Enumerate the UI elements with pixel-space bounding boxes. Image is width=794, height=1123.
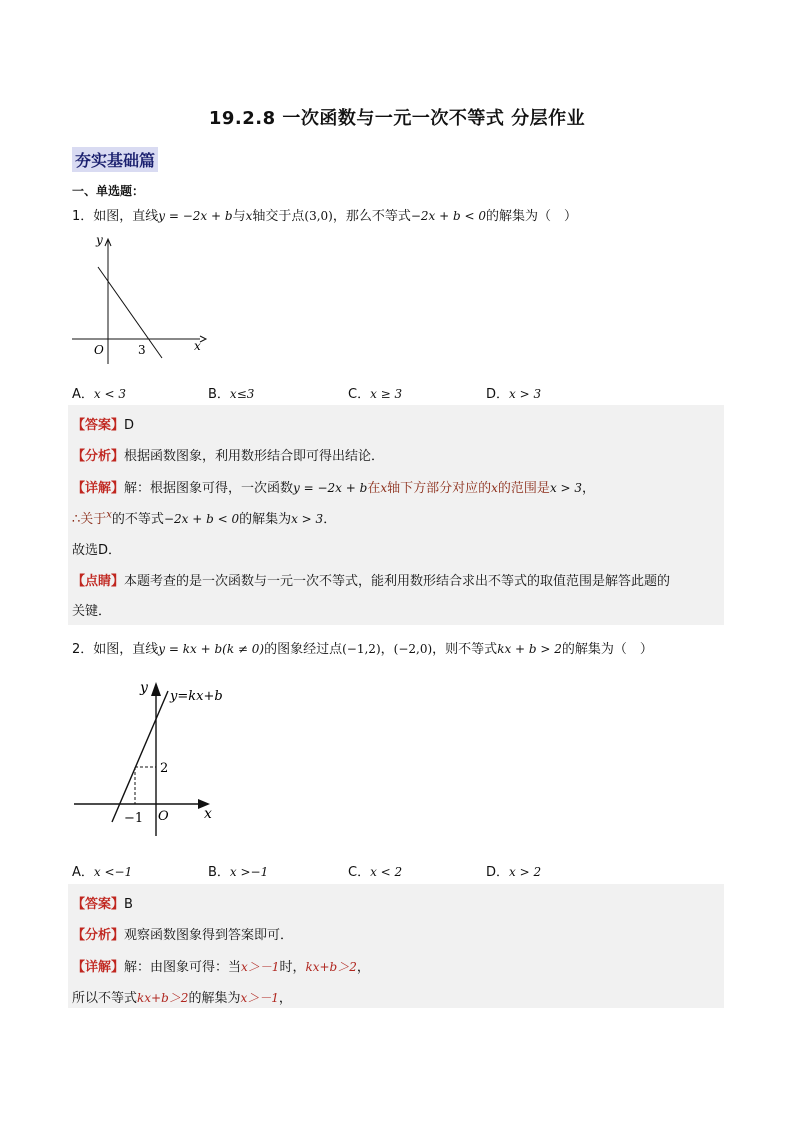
q1-option-c[interactable] bbox=[348, 383, 402, 402]
option-value: x < 2 bbox=[370, 865, 403, 879]
q2-equation: y = kx + b bbox=[158, 642, 223, 656]
detail-solution: x > 3 bbox=[291, 512, 324, 526]
detail-inequality: kx+b＞2 bbox=[305, 960, 357, 974]
option-letter: C． bbox=[348, 387, 371, 402]
q1-detail-line2 bbox=[72, 508, 336, 527]
q2-prefix: 2．如图，直线 bbox=[72, 642, 159, 657]
detail-text: 的解集为 bbox=[188, 991, 241, 1006]
detail-equation: y = −2x + b bbox=[293, 481, 368, 495]
q1-analysis bbox=[72, 445, 384, 464]
y-label: y bbox=[140, 680, 148, 696]
q2-inequality: kx + b > 2 bbox=[497, 642, 562, 656]
detail-text: ， bbox=[582, 481, 596, 496]
option-value: x <−1 bbox=[93, 865, 133, 879]
q1-x-var: x bbox=[245, 209, 253, 223]
detail-text: ． bbox=[323, 512, 337, 527]
option-value: x > 3 bbox=[509, 387, 542, 401]
y-label: y bbox=[96, 233, 103, 247]
detail-text: 解：根据图象可得，一次函数 bbox=[124, 481, 294, 496]
q1-graph bbox=[70, 230, 210, 370]
analysis-tag: 【分析】 bbox=[72, 449, 125, 464]
q1-prefix: 1．如图，直线 bbox=[72, 209, 159, 224]
analysis-text: 根据函数图象，利用数形结合即可得出结论． bbox=[124, 449, 385, 464]
q1-detail-line3: 故选D． bbox=[72, 543, 122, 558]
q2-option-d[interactable] bbox=[486, 861, 541, 880]
detail-var: x bbox=[106, 509, 112, 521]
line-label: y=kx+b bbox=[170, 689, 223, 704]
detail-inequality: kx+b＞2 bbox=[137, 991, 189, 1005]
answer-tag: 【答案】 bbox=[72, 418, 125, 433]
detail-text: ∴关于 bbox=[72, 512, 107, 527]
section-heading: 一、单选题： bbox=[72, 184, 145, 198]
tick-x-label: −1 bbox=[124, 811, 144, 826]
tick-label: 3 bbox=[138, 343, 146, 357]
q2-stem bbox=[72, 638, 653, 657]
q2-point-2: (−2,0) bbox=[393, 642, 433, 656]
q2-text: 的图象经过点 bbox=[264, 642, 343, 657]
detail-text: 的范围是 bbox=[497, 481, 550, 496]
q1-option-d[interactable] bbox=[486, 383, 541, 402]
q1-inequality: −2x + b < 0 bbox=[410, 209, 486, 223]
comment-text: 本题考查的是一次函数与一元一次不等式，能利用数形结合求出不等式的取值范围是解答此题的 bbox=[124, 574, 671, 589]
option-letter: B． bbox=[208, 387, 230, 402]
q2-detail-line2 bbox=[72, 987, 292, 1006]
q1-option-a[interactable] bbox=[72, 383, 126, 402]
option-letter: C． bbox=[348, 865, 371, 880]
y-axis-arrow bbox=[151, 682, 161, 696]
q2-analysis bbox=[72, 924, 293, 943]
option-letter: A． bbox=[72, 387, 94, 402]
detail-text: 时， bbox=[279, 960, 306, 975]
option-value: x >−1 bbox=[229, 865, 269, 879]
q1-answer bbox=[72, 414, 134, 433]
option-letter: D． bbox=[486, 865, 510, 880]
answer-text: D bbox=[124, 418, 135, 433]
detail-inequality: −2x + b < 0 bbox=[163, 512, 240, 526]
q1-option-b[interactable] bbox=[208, 383, 254, 402]
option-value: x < 3 bbox=[93, 387, 126, 401]
q2-option-b[interactable] bbox=[208, 861, 268, 880]
detail-condition: x＞－1 bbox=[241, 960, 280, 974]
section-tag: 夯实基础篇 bbox=[72, 147, 158, 172]
x-axis-arrow bbox=[200, 336, 206, 342]
option-value: x > 2 bbox=[509, 865, 542, 879]
detail-range: x > 3 bbox=[549, 481, 583, 495]
q2-condition: (k ≠ 0) bbox=[222, 642, 265, 656]
q1-text: ，那么不等式 bbox=[332, 209, 411, 224]
q1-text: 轴交于点 bbox=[252, 209, 305, 224]
q2-text: ， bbox=[380, 642, 394, 657]
detail-tag: 【详解】 bbox=[72, 481, 125, 496]
answer-text: B bbox=[124, 897, 133, 912]
q1-suffix: 的解集为（ ） bbox=[486, 209, 578, 224]
q2-point-1: (−1,2) bbox=[342, 642, 381, 656]
detail-solution: x＞－1 bbox=[240, 991, 279, 1005]
detail-text: 解：由图象可得：当 bbox=[124, 960, 242, 975]
q2-answer bbox=[72, 893, 133, 912]
analysis-tag: 【分析】 bbox=[72, 928, 125, 943]
detail-var: x bbox=[380, 481, 388, 495]
x-label: x bbox=[194, 339, 201, 353]
line-graph bbox=[112, 691, 168, 822]
page-title: 19.2.8 一次函数与一元一次不等式 分层作业 bbox=[208, 108, 586, 129]
q1-detail bbox=[72, 477, 595, 496]
origin-label: O bbox=[158, 809, 169, 824]
q2-detail bbox=[72, 956, 370, 975]
q1-comment bbox=[72, 570, 670, 589]
detail-text: ， bbox=[278, 991, 292, 1006]
q1-stem bbox=[72, 205, 577, 224]
x-label: x bbox=[204, 806, 212, 822]
detail-text: 在 bbox=[367, 481, 381, 496]
answer-tag: 【答案】 bbox=[72, 897, 125, 912]
option-value: x ≥ 3 bbox=[370, 387, 403, 401]
comment-tag: 【点睛】 bbox=[72, 574, 125, 589]
q2-graph bbox=[70, 672, 250, 842]
option-letter: A． bbox=[72, 865, 94, 880]
option-value: x≤3 bbox=[229, 387, 255, 401]
origin-label: O bbox=[94, 343, 104, 357]
option-letter: B． bbox=[208, 865, 230, 880]
q2-option-a[interactable] bbox=[72, 861, 132, 880]
detail-text: 的不等式 bbox=[111, 512, 164, 527]
detail-text: 所以不等式 bbox=[72, 991, 138, 1006]
q1-point: (3,0) bbox=[304, 209, 333, 223]
detail-text: 的解集为 bbox=[239, 512, 292, 527]
detail-text: 轴下方部分对应的 bbox=[387, 481, 492, 496]
detail-text: ， bbox=[356, 960, 370, 975]
detail-tag: 【详解】 bbox=[72, 960, 125, 975]
analysis-text: 观察函数图象得到答案即可． bbox=[124, 928, 294, 943]
option-letter: D． bbox=[486, 387, 510, 402]
q1-equation: y = −2x + b bbox=[158, 209, 233, 223]
q2-option-c[interactable] bbox=[348, 861, 402, 880]
q2-text: ，则不等式 bbox=[432, 642, 498, 657]
detail-var: x bbox=[491, 481, 498, 495]
tick-y-label: 2 bbox=[160, 761, 169, 776]
q1-text: 与 bbox=[232, 209, 246, 224]
q2-suffix: 的解集为（ ） bbox=[561, 642, 653, 657]
q1-comment-line2: 关键． bbox=[72, 604, 112, 619]
